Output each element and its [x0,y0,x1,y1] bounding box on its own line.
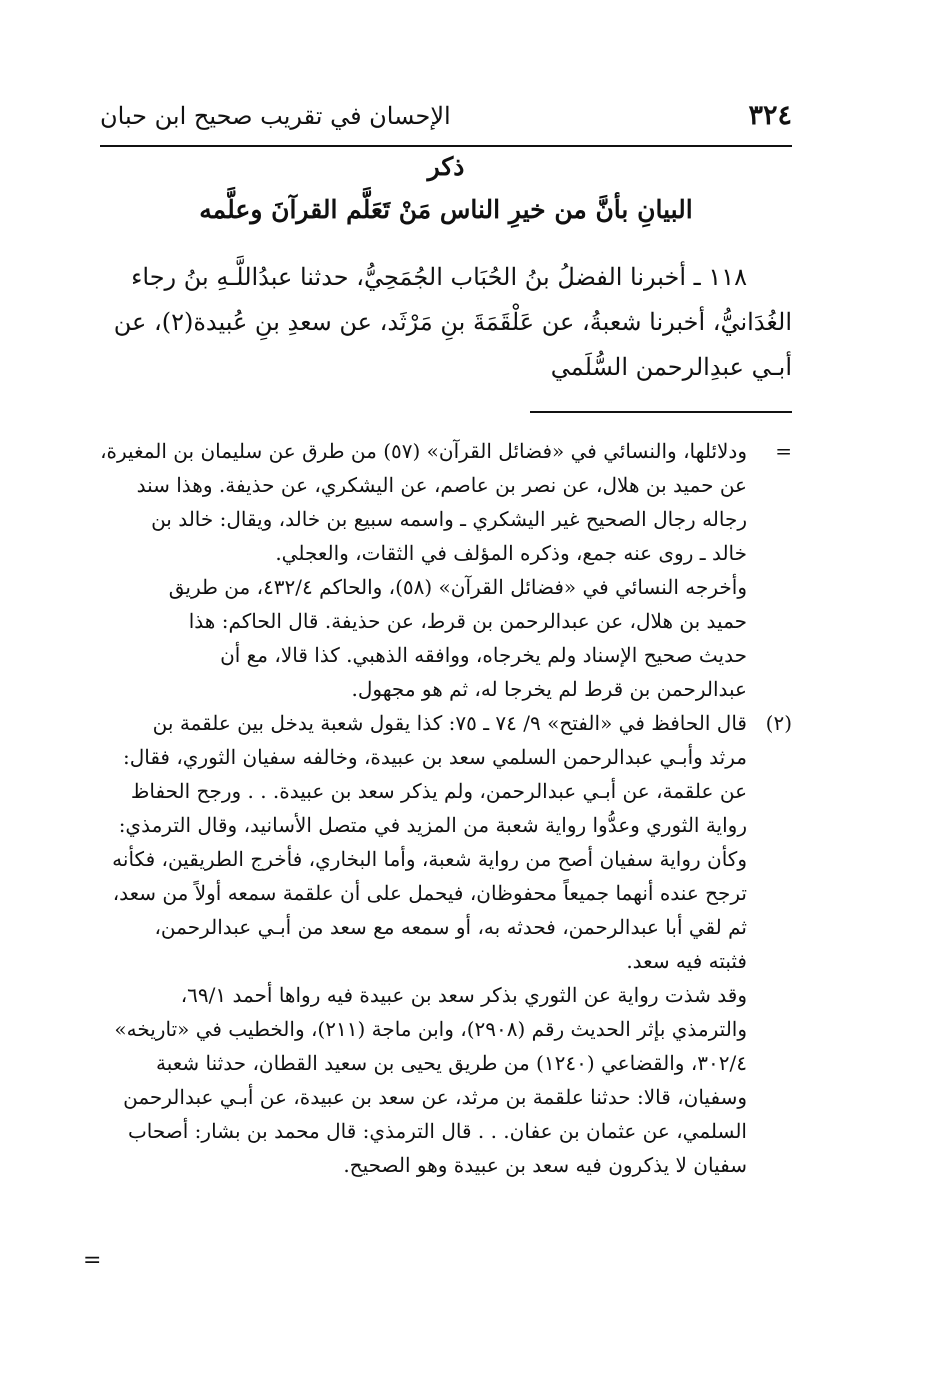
footnote-continuation-marker: = [775,439,792,463]
footnote-line: ٣٠٢/٤، والقضاعي (١٢٤٠) من طريق يحيى بن سعيد القطان، حدثنا شعبة [156,1051,747,1075]
footnote-line: والترمذي بإثر الحديث رقم (٢٩٠٨)، وابن ماجة (٢١١)، والخطيب في «تاريخه» [114,1017,747,1041]
book-title: الإحسان في تقريب صحيح ابن حبان [100,102,451,130]
footnote-line [100,706,792,740]
footnote-line: حديث صحيح الإسناد ولم يخرجاه، ووافقه الذهبي. كذا قالا، مع أن [220,643,747,667]
footnote-line: ترجح عنده أنهما جميعاً محفوظان، فيحمل على أن علقمة سمعه أولاً من سعد، [112,881,747,905]
footnote-number: (٢) [765,711,792,735]
hadith-line: ١١٨ ـ أخبرنا الفضلُ بنُ الحُبَاب الجُمَحِيُّ، حدثنا عبدُاللَّـهِ بنُ رجاء [131,263,747,291]
footnote-line: وكأن رواية سفيان أصح من رواية شعبة، وأما البخاري، فأخرج الطريقين، فكأنه [112,847,747,871]
footnote-line: مرثد وأبـي عبدالرحمن السلمي سعد بن عبيدة، وخالفه سفيان الثوري، فقال: [122,745,747,769]
footnote-line: وقد شذت رواية عن الثوري بذكر سعد بن عبيدة فيه رواها أحمد ٦٩/١، [180,983,747,1007]
chapter-title: البيانِ بأنَّ من خيرِ الناس مَنْ تَعَلَّم القرآنَ وعلَّمه [199,195,693,224]
hadith-line: أبـي عبدِالرحمن السُّلَمي [550,353,792,381]
footnote-line [100,434,792,468]
hadith-text [100,255,792,390]
running-header [100,100,792,140]
footnote-line: ثم لقي أبا عبدالرحمن، فحدثه به، أو سمعه مع سعد من أبـي عبدالرحمن، [154,915,747,939]
page-number: ٣٢٤ [748,100,792,131]
footnotes [100,434,792,1182]
header-rule [100,145,792,147]
footnote-line: وسفيان، قالا: حدثنا علقمة بن مرثد، عن سعد بن عبيدة، عن أبـي عبدالرحمن [123,1085,747,1109]
footnote-text: ودلائلها، والنسائي في «فضائل القرآن» (٥٧) من طرق عن سليمان بن المغيرة، [100,439,747,463]
footnote-line: عبدالرحمن بن قرط لم يخرجا له، ثم هو مجهول. [351,677,747,701]
footnote-line: رجاله رجال الصحيح غير اليشكري ـ واسمه سبيع بن خالد، ويقال: خالد بن [151,507,747,531]
footnote-separator [530,411,792,413]
footnote-line: وأخرجه النسائي في «فضائل القرآن» (٥٨)، والحاكم ٤٣٢/٤، من طريق [168,575,747,599]
footnote-line: السلمي، عن عثمان بن عفان. . . قال الترمذي: قال محمد بن بشار: أصحاب [127,1119,747,1143]
footnote-line: رواية الثوري وعدُّوا رواية شعبة من المزيد في متصل الأسانيد، وقال الترمذي: [118,813,747,837]
footnote-line: عن علقمة، عن أبـي عبدالرحمن، ولم يذكر سعد بن عبيدة. . . ورجح الحفاظ [130,779,747,803]
footnote-line: حميد بن هلال، عن عبدالرحمن بن قرط، عن حذيفة. قال الحاكم: هذا [188,609,747,633]
footnote-line: خالد ـ روى عنه جمع، وذكره المؤلف في الثقات، والعجلي. [275,541,747,565]
footnote-line: سفيان لا يذكرون فيه سعد بن عبيدة وهو الصحيح. [343,1153,747,1177]
chapter-label: ذكر [427,152,465,181]
footnote-line: فثبته فيه سعد. [626,949,747,973]
footnote-line: عن حميد بن هلال، عن نصر بن عاصم، عن اليشكري، عن حذيفة. وهذا سند [136,473,747,497]
footnote-text: قال الحافظ في «الفتح» ٩/ ٧٤ ـ ٧٥: كذا يقول شعبة يدخل بين علقمة بن [152,711,747,735]
continuation-mark: = [83,1248,102,1273]
hadith-line: الغُدَانيُّ، أخبرنا شعبةُ، عن عَلْقَمَةَ بنِ مَرْثَد، عن سعدِ بنِ عُبيدة(٢)، عن [113,308,792,336]
